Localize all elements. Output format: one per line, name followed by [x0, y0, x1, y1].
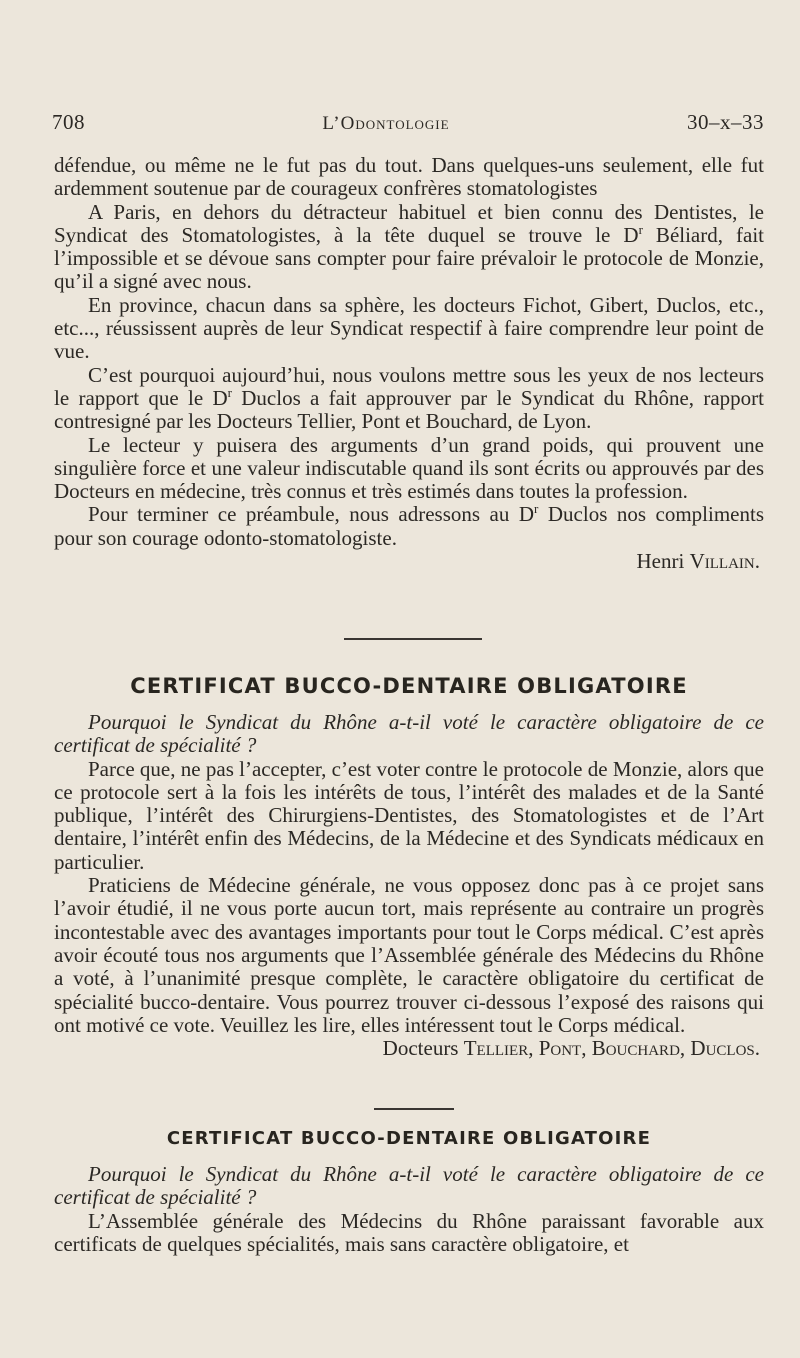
section-1-title: CERTIFICAT BUCCO-DENTAIRE OBLIGATOIRE: [130, 674, 688, 698]
intro-paragraph-6: Pour terminer ce préambule, nous adressons au $D^r$ Duclos nos compliments pour son courage odonto-stomatologiste.: [54, 501, 765, 550]
running-header: [52, 110, 764, 135]
section-2-paragraph-1: L’Assemblée générale des Médecins du Rhône paraissant favorable aux certificats de quelques spécialités, mais sans caractère obligatoire, et: [54, 1208, 764, 1256]
journal-title: L’Odontologie: [322, 113, 450, 134]
intro-paragraph-3: En province, chacun dans sa sphère, les docteurs Fichot, Gibert, Duclos, etc., etc..., réussissent auprès de leur Syndicat respectif à faire comprendre leur point de vue.: [54, 292, 764, 364]
intro-paragraph-2: A Paris, en dehors du détracteur habituel et bien connu des Dentistes, le Syndicat des Stomatologistes, à la tête duquel se trouve le $D^r$ Béliard, fait l’impossible et se dévoue sans compter pour faire prévaloir le protocole de Monzie, qu’il a signé avec nous.: [54, 199, 764, 294]
section-2-question: Pourquoi le Syndicat du Rhône a-t-il voté le caractère obligatoire de ce certificat de spécialité ?: [54, 1162, 764, 1210]
section-1-text: [54, 711, 764, 1060]
section-1-signature: Docteurs Tellier, Pont, Bouchard, Duclos.: [382, 1036, 760, 1061]
page-number: 708: [52, 110, 85, 134]
intro-paragraph-4: C’est pourquoi aujourd’hui, nous voulons mettre sous les yeux de nos lecteurs le rapport que le $D^r$ Duclos a fait approuver par le Syndicat du Rhône, rapport contresigné par les Docteurs Tellier, Pont et Bouchard, de Lyon.: [54, 362, 764, 434]
section-1-paragraph-1: Parce que, ne pas l’accepter, c’est voter contre le protocole de Monzie, alors que ce protocole sert à la fois les intérêts de tous, l’intérêt des malades et de la Santé publique, l’intérêt des Chirurgiens-Dentistes, des Stomatologistes et de l’Art dentaire, l’intérêt enfin des Médecins, de la Médecine et des Syndicats médicaux en particulier.: [54, 756, 764, 874]
section-divider-1: [344, 638, 482, 640]
intro-paragraph-1: défendue, ou même ne le fut pas du tout. Dans quelques-uns seulement, elle fut ardemment soutenue par de courageux confrères stomatologistes: [54, 153, 764, 201]
section-divider-2: [374, 1108, 454, 1110]
issue-date: 30–x–33: [687, 110, 764, 134]
intro-signature: Henri Villain.: [636, 549, 760, 574]
intro-text: [54, 154, 764, 573]
intro-paragraph-5: Le lecteur y puisera des arguments d’un grand poids, qui prouvent une singulière force et une valeur indiscutable quand ils sont écrits ou approuvés par des Docteurs en médecine, très connus et très estimés dans toutes la profession.: [54, 432, 764, 504]
section-2-text: [54, 1163, 764, 1256]
section-1-paragraph-2: Praticiens de Médecine générale, ne vous opposez donc pas à ce projet sans l’avoir étudié, il ne vous porte aucun tort, mais représente au contraire un progrès incontestable avec des avantages importants pour tout le Corps médical. C’est après avoir écouté tous nos arguments que l’Assemblée générale des Médecins du Rhône a voté, à l’unanimité presque complète, le caractère obligatoire du certificat de spécialité bucco-dentaire. Vous pourrez trouver ci-dessous l’exposé des raisons qui ont motivé ce vote. Veuillez les lire, elles intéressent tout le Corps médical.: [54, 873, 764, 1037]
section-2-title: CERTIFICAT BUCCO-DENTAIRE OBLIGATOIRE: [166, 1128, 652, 1149]
section-1-question: Pourquoi le Syndicat du Rhône a-t-il voté le caractère obligatoire de ce certificat de spécialité ?: [54, 710, 764, 758]
